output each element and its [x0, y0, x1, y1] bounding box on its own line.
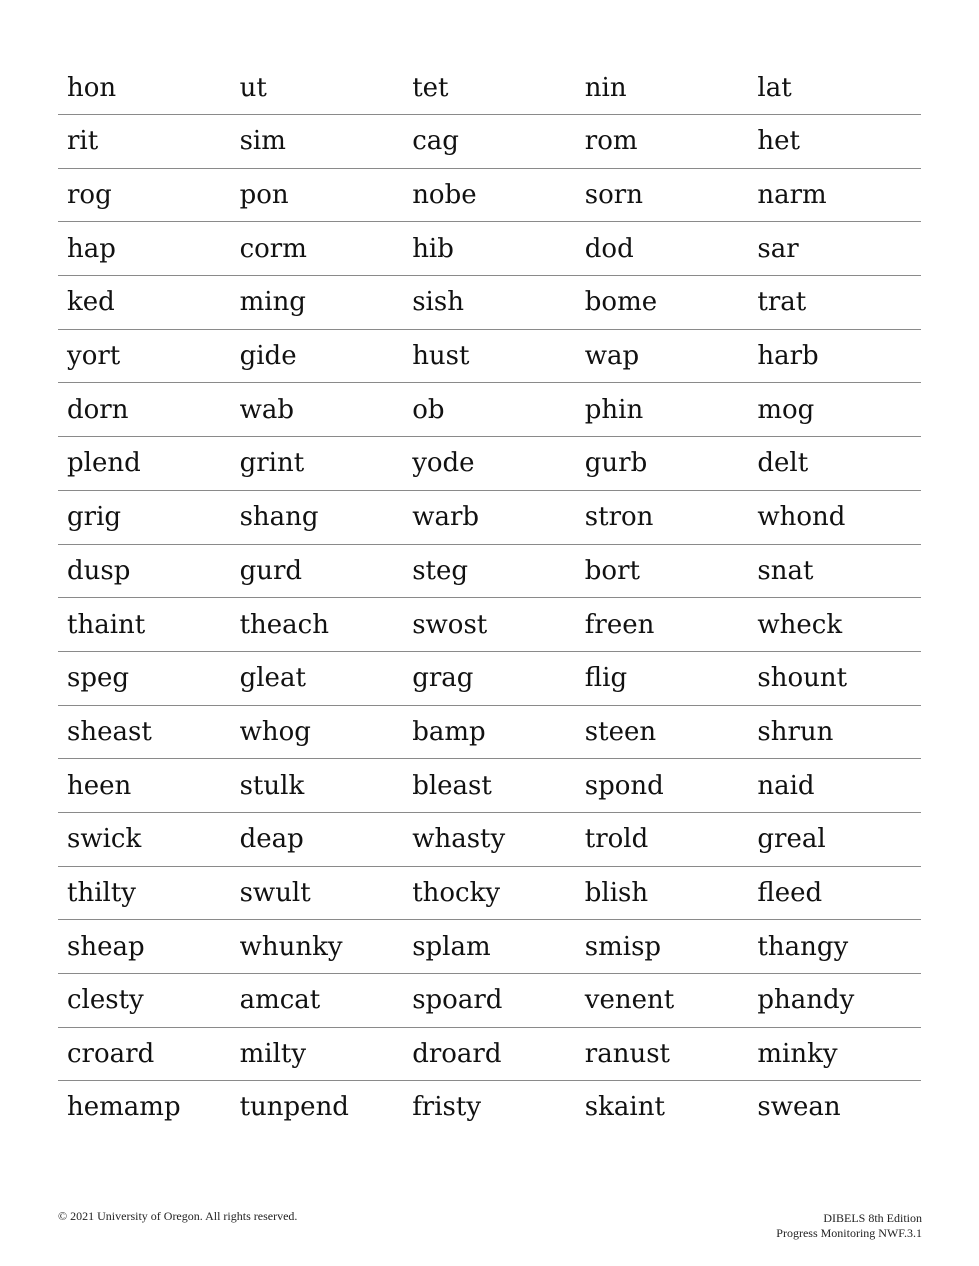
word-cell: swost [412, 609, 488, 640]
word-cell: whog [239, 716, 311, 747]
word-cell: sheast [67, 716, 152, 747]
word-cell: spond [584, 770, 664, 801]
word-cell: fristy [412, 1092, 482, 1123]
word-row [58, 974, 921, 1028]
word-cell: ming [239, 287, 306, 318]
word-cell: wap [584, 341, 640, 372]
word-cell: amcat [239, 985, 321, 1016]
word-cell: hust [412, 341, 470, 372]
word-cell: wab [239, 394, 294, 425]
word-row [58, 867, 921, 921]
word-cell: smisp [584, 931, 662, 962]
word-cell: blish [584, 877, 649, 908]
word-cell: rom [584, 126, 638, 157]
word-cell: droard [412, 1039, 502, 1070]
word-cell: shrun [757, 716, 834, 747]
word-cell: gurb [584, 448, 648, 479]
word-cell: hib [412, 233, 454, 264]
word-cell: wheck [757, 609, 843, 640]
copyright-notice: © 2021 University of Oregon. All rights reserved. [58, 1209, 298, 1223]
word-cell: venent [584, 985, 675, 1016]
word-cell: stron [584, 502, 654, 533]
word-cell: tunpend [239, 1092, 349, 1123]
word-cell: grint [239, 448, 305, 479]
word-row [58, 169, 921, 223]
word-cell: hap [67, 233, 116, 264]
word-row [58, 383, 921, 437]
word-cell: trold [584, 824, 649, 855]
word-cell: grig [67, 502, 122, 533]
word-cell: lat [757, 73, 792, 103]
word-cell: thangy [757, 931, 849, 962]
word-cell: freen [584, 609, 655, 640]
word-cell: speg [67, 663, 130, 694]
word-cell: steen [584, 716, 657, 747]
word-cell: sish [412, 287, 464, 318]
edition-label: DIBELS 8th Edition [823, 1211, 922, 1225]
word-cell: warb [412, 502, 480, 533]
word-cell: dod [584, 233, 634, 264]
word-cell: dusp [67, 555, 131, 586]
word-row [58, 276, 921, 330]
word-cell: whond [757, 502, 846, 533]
word-cell: bamp [412, 716, 486, 747]
word-cell: swult [239, 877, 311, 908]
word-cell: naid [757, 770, 815, 801]
word-row [58, 222, 921, 276]
word-cell: pon [239, 180, 289, 211]
word-cell: thilty [67, 877, 136, 908]
word-cell: skaint [584, 1092, 665, 1123]
word-cell: nin [584, 73, 627, 103]
word-cell: harb [757, 341, 819, 372]
word-row [58, 652, 921, 706]
word-cell: bome [584, 287, 658, 318]
word-row [58, 545, 921, 599]
word-cell: fleed [757, 877, 823, 908]
word-cell: greal [757, 824, 826, 855]
word-table [58, 62, 921, 1133]
word-cell: snat [757, 555, 814, 586]
word-cell: sorn [584, 180, 643, 211]
word-row [58, 115, 921, 169]
word-cell: tet [412, 73, 449, 103]
word-row [58, 437, 921, 491]
word-cell: sar [757, 233, 799, 264]
word-cell: croard [67, 1039, 155, 1070]
word-cell: grag [412, 663, 474, 694]
form-identifier [776, 1211, 922, 1241]
word-cell: flig [584, 663, 628, 694]
word-cell: gide [239, 341, 297, 372]
word-cell: yode [412, 448, 475, 479]
word-cell: shang [239, 502, 319, 533]
word-cell: rog [67, 180, 112, 211]
word-cell: yort [67, 341, 121, 372]
word-row [58, 491, 921, 545]
word-cell: hemamp [67, 1092, 181, 1123]
word-cell: heen [67, 770, 132, 801]
word-cell: stulk [239, 770, 305, 801]
word-cell: rit [67, 126, 99, 157]
word-cell: dorn [67, 394, 129, 425]
word-cell: whasty [412, 824, 506, 855]
word-cell: phin [584, 394, 644, 425]
word-cell: ob [412, 394, 445, 425]
word-cell: thaint [67, 609, 146, 640]
word-row [58, 330, 921, 384]
word-cell: narm [757, 180, 827, 211]
word-cell: steg [412, 555, 469, 586]
form-label: Progress Monitoring NWF.3.1 [776, 1226, 922, 1240]
word-cell: clesty [67, 985, 144, 1016]
word-cell: nobe [412, 180, 477, 211]
word-cell: delt [757, 448, 809, 479]
word-row [58, 706, 921, 760]
word-cell: corm [239, 233, 307, 264]
word-cell: het [757, 126, 800, 157]
word-cell: cag [412, 126, 459, 157]
word-row [58, 813, 921, 867]
word-cell: mog [757, 394, 815, 425]
word-cell: shount [757, 663, 848, 694]
word-cell: bort [584, 555, 640, 586]
word-cell: ranust [584, 1039, 670, 1070]
word-cell: theach [239, 609, 329, 640]
word-cell: trat [757, 287, 807, 318]
word-cell: gleat [239, 663, 306, 694]
word-row [58, 62, 921, 115]
word-row [58, 920, 921, 974]
word-cell: sheap [67, 931, 145, 962]
word-cell: ut [239, 73, 267, 103]
word-cell: sim [239, 126, 286, 157]
word-cell: ked [67, 287, 115, 318]
word-cell: swean [757, 1092, 841, 1123]
word-cell: phandy [757, 985, 855, 1016]
word-cell: thocky [412, 877, 501, 908]
word-cell: splam [412, 931, 491, 962]
word-cell: milty [239, 1039, 307, 1070]
word-cell: whunky [239, 931, 343, 962]
word-cell: plend [67, 448, 141, 479]
word-cell: hon [67, 73, 117, 103]
word-row [58, 1028, 921, 1082]
word-cell: bleast [412, 770, 492, 801]
word-cell: minky [757, 1039, 838, 1070]
word-row [58, 598, 921, 652]
word-cell: spoard [412, 985, 503, 1016]
word-row [58, 1081, 921, 1133]
word-cell: swick [67, 824, 142, 855]
word-cell: deap [239, 824, 304, 855]
word-row [58, 759, 921, 813]
word-cell: gurd [239, 555, 303, 586]
